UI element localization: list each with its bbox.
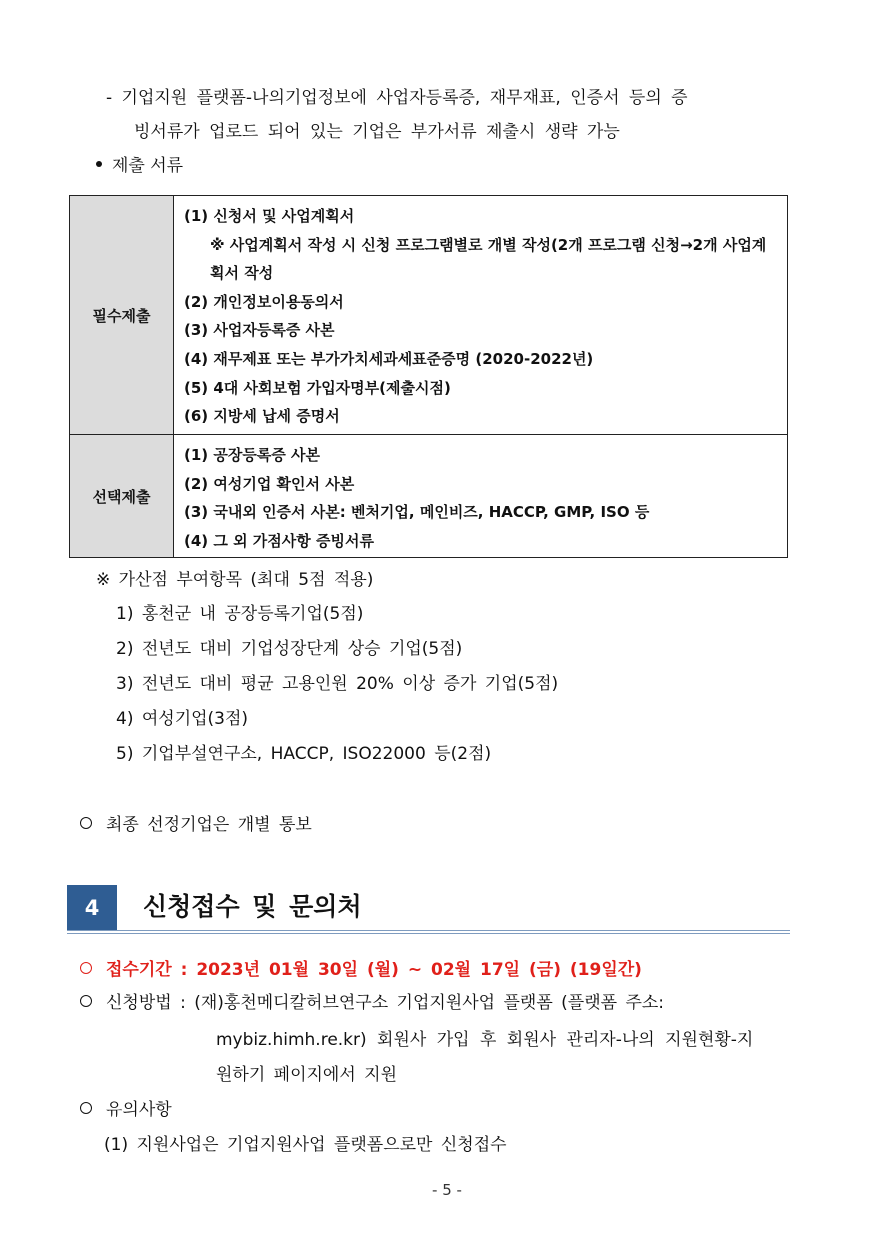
- notes-heading: [80, 1098, 172, 1122]
- final-notice: [80, 813, 312, 837]
- application-method-line-2: mybiz.himh.re.kr) 회원사 가입 후 회원사 관리자-나의 지원현황-지: [216, 1030, 754, 1050]
- required-item: (3) 사업자등록증 사본: [184, 321, 335, 340]
- page-number: - 5 -: [432, 1181, 462, 1199]
- bonus-item: 2) 전년도 대비 기업성장단계 상승 기업(5점): [116, 639, 463, 659]
- bonus-item: 1) 홍천군 내 공장등록기업(5점): [116, 604, 364, 624]
- section-divider: [67, 930, 790, 931]
- required-item-note: ※ 사업계획서 작성 시 신청 프로그램별로 개별 작성(2개 프로그램 신청→2개 사업계획서 작성: [210, 235, 767, 283]
- circle-bullet-icon: [80, 995, 92, 1007]
- optional-item: (3) 국내외 인증서 사본: 벤처기업, 메인비즈, HACCP, GMP, ISO 등: [184, 503, 650, 522]
- required-item: (6) 지방세 납세 증명서: [184, 407, 340, 426]
- circle-bullet-icon: [80, 962, 92, 974]
- optional-item: (2) 여성기업 확인서 사본: [184, 474, 355, 493]
- circle-bullet-icon: [80, 1102, 92, 1114]
- optional-row: [70, 435, 788, 558]
- application-period-text: 접수기간 : 2023년 01월 30일 (월) ~ 02월 17일 (금) (19일간): [106, 960, 642, 980]
- intro-line-2: 빙서류가 업로드 되어 있는 기업은 부가서류 제출시 생략 가능: [134, 122, 620, 142]
- bonus-item: 5) 기업부설연구소, HACCP, ISO22000 등(2점): [116, 744, 492, 764]
- optional-item: (1) 공장등록증 사본: [184, 446, 321, 464]
- submission-docs-label: 제출 서류: [112, 156, 184, 176]
- required-items: [174, 196, 788, 435]
- required-item: (4) 재무제표 또는 부가가치세과세표준증명 (2020-2022년): [184, 349, 594, 368]
- section-divider: [67, 933, 790, 934]
- bonus-item: 4) 여성기업(3점): [116, 709, 249, 729]
- required-item: (2) 개인정보이용동의서: [184, 292, 344, 311]
- circle-bullet-icon: [80, 817, 92, 829]
- required-item: (5) 4대 사회보험 가입자명부(제출시점): [184, 378, 451, 397]
- section-number-badge: 4: [67, 885, 117, 931]
- optional-items: [174, 435, 788, 558]
- application-method: [80, 991, 664, 1015]
- bullet-dot-icon: [96, 161, 102, 167]
- note-item: (1) 지원사업은 기업지원사업 플랫폼으로만 신청접수: [104, 1135, 507, 1155]
- application-method-text: 신청방법 : (재)홍천메디칼허브연구소 기업지원사업 플랫폼 (플랫폼 주소:: [106, 993, 665, 1013]
- required-label: 필수제출: [70, 196, 174, 435]
- bonus-item: 3) 전년도 대비 평균 고용인원 20% 이상 증가 기업(5점): [116, 674, 559, 694]
- section-title: 신청접수 및 문의처: [143, 892, 362, 921]
- documents-table: [69, 195, 788, 558]
- optional-item: (4) 그 외 가점사항 증빙서류: [184, 531, 374, 550]
- submission-docs-heading: [96, 154, 183, 178]
- intro-line-1: - 기업지원 플랫폼-나의기업정보에 사업자등록증, 재무재표, 인증서 등의 증: [106, 88, 688, 108]
- notes-heading-text: 유의사항: [106, 1100, 172, 1120]
- required-item: (1) 신청서 및 사업계획서: [184, 207, 355, 225]
- optional-label: 선택제출: [70, 435, 174, 558]
- application-method-line-3: 원하기 페이지에서 지원: [216, 1065, 398, 1085]
- application-period: [80, 958, 642, 982]
- bonus-title: ※ 가산점 부여항목 (최대 5점 적용): [96, 570, 374, 590]
- final-notice-text: 최종 선정기업은 개별 통보: [106, 815, 312, 835]
- required-row: [70, 196, 788, 435]
